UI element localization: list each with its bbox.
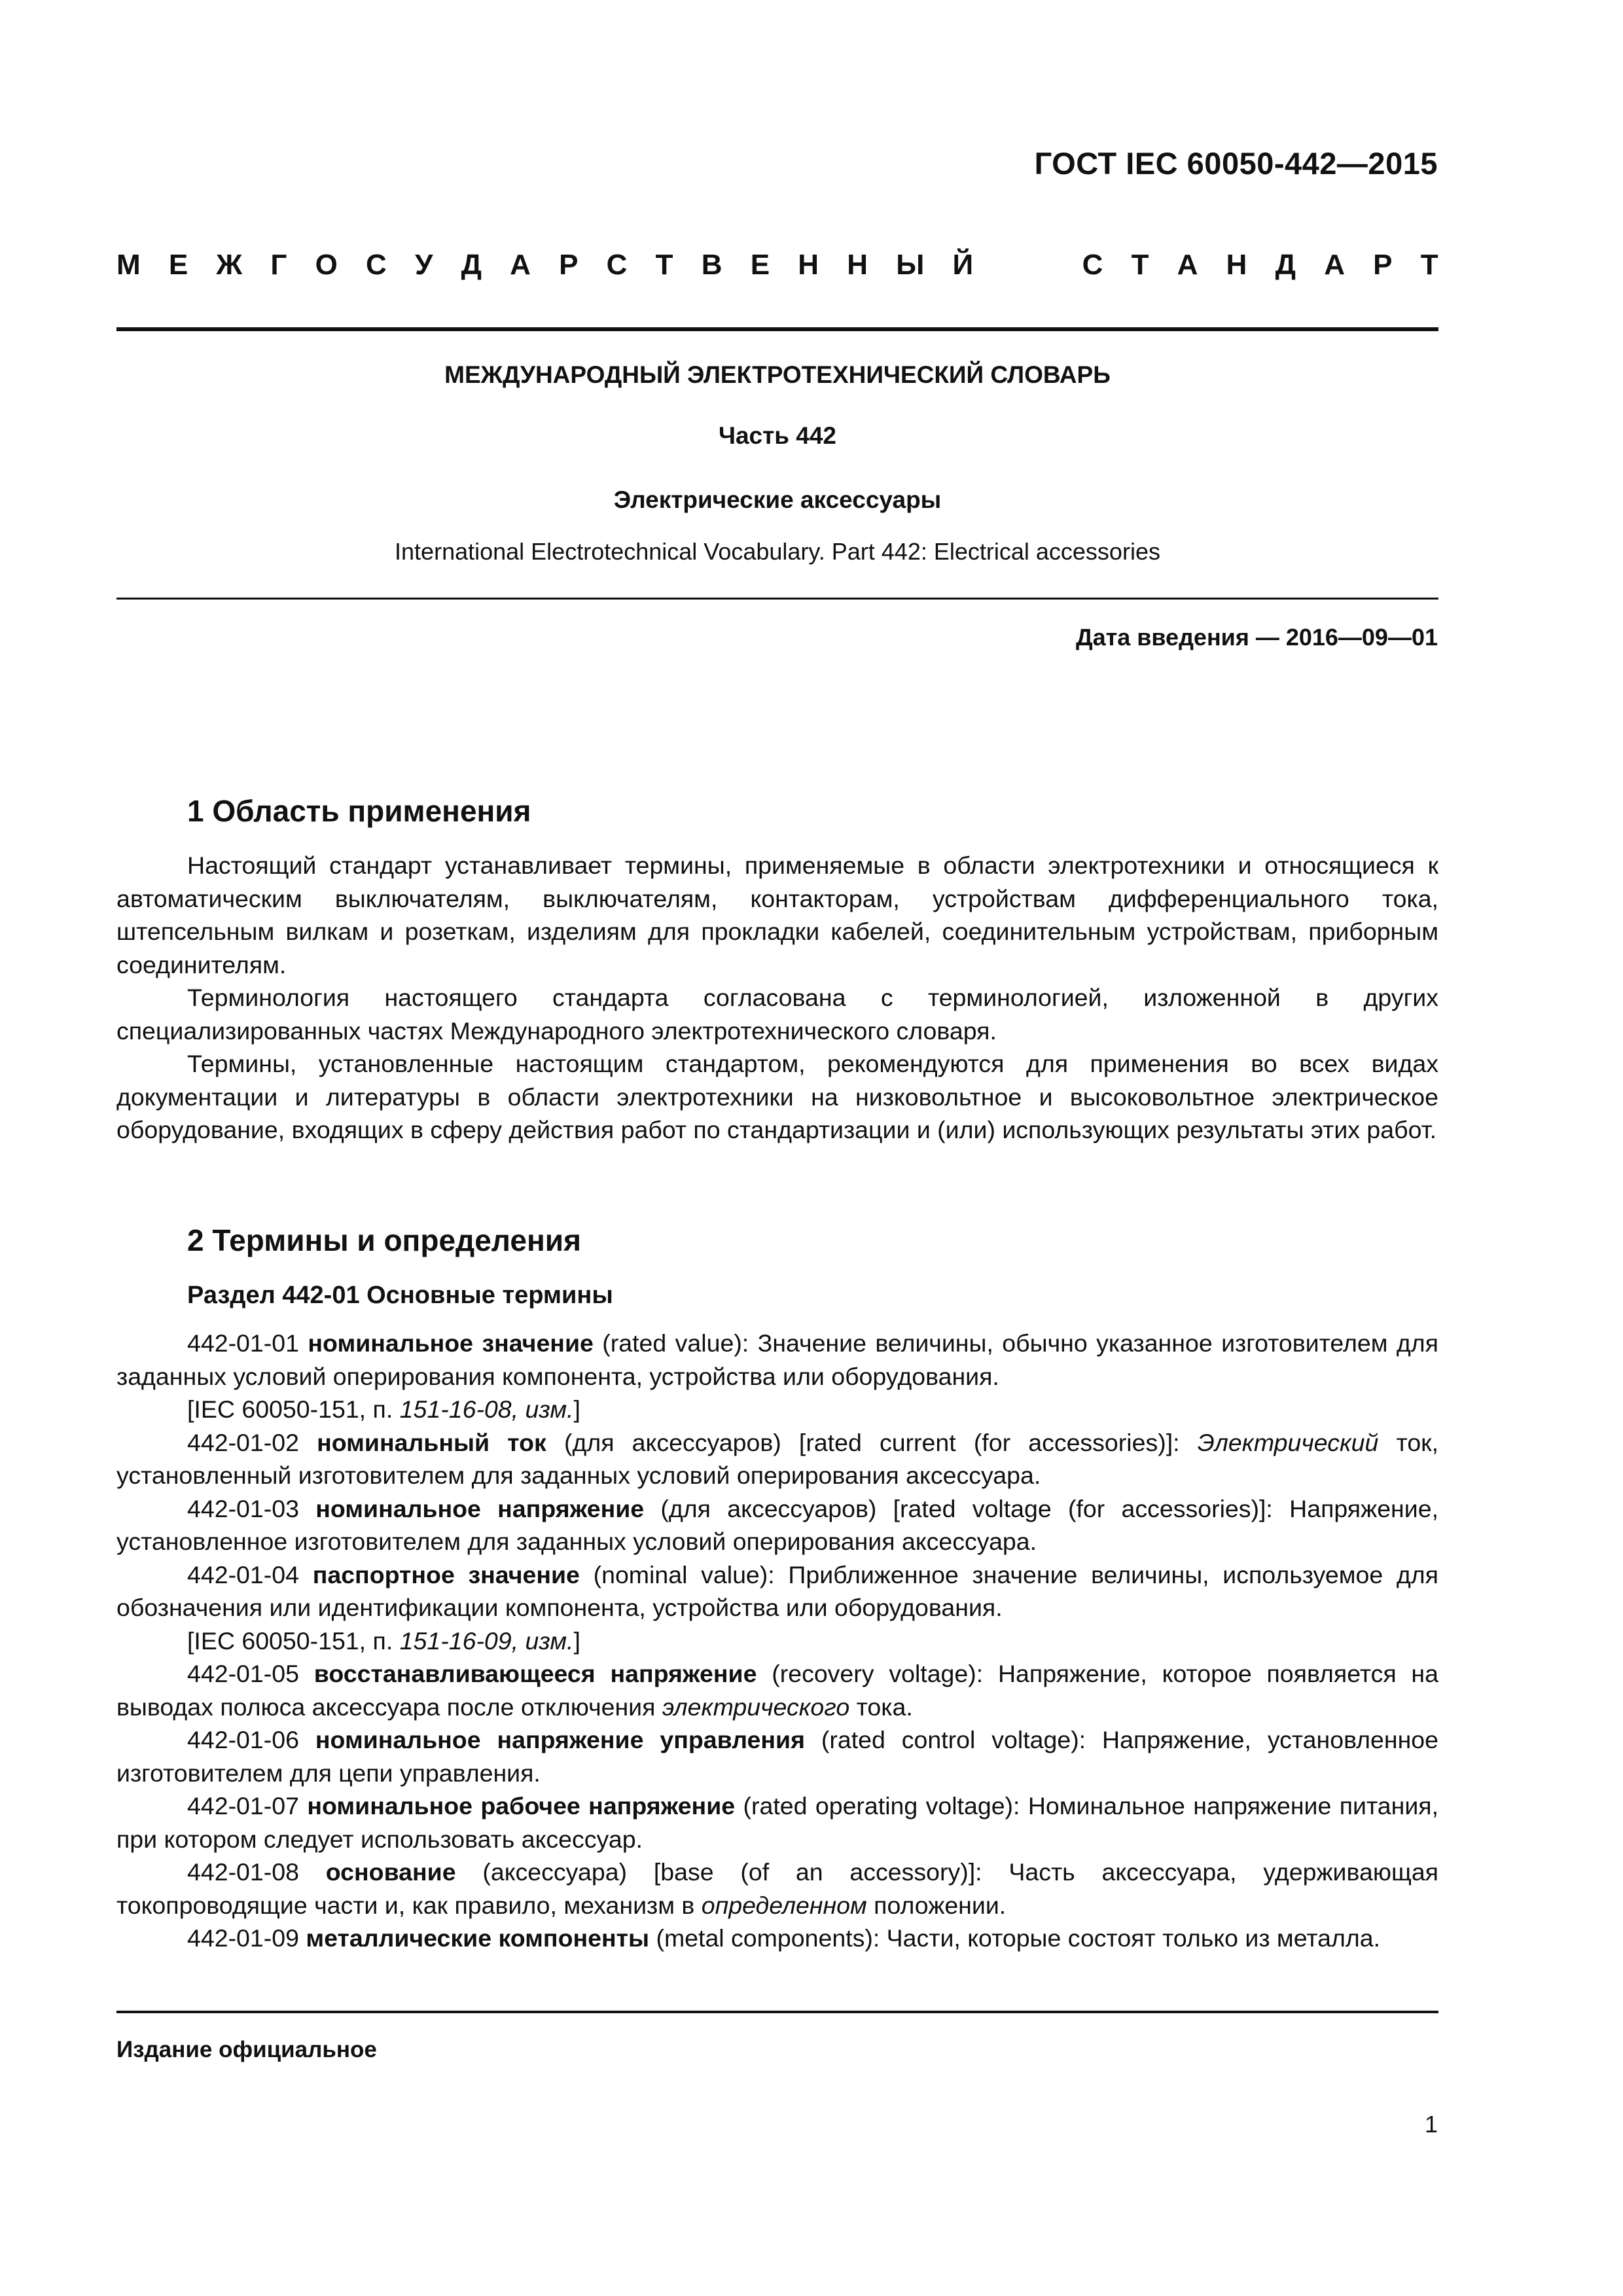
term-code: 442-01-06 xyxy=(187,1726,299,1753)
term-definition: (rated value): Значение величины, обычно указанное изготовителем для заданных условий оперирования компонента, устройства или оборудования. xyxy=(116,1329,1438,1390)
term-name: номинальное значение xyxy=(308,1329,594,1357)
standard-type-letter: Г xyxy=(270,249,287,281)
standard-type-letter: О xyxy=(315,249,338,281)
term-code: 442-01-09 xyxy=(187,1924,299,1952)
document-number: ГОСТ IEC 60050-442—2015 xyxy=(1034,146,1438,181)
standard-type-letter: Й xyxy=(952,249,974,281)
term-entry xyxy=(116,1922,1438,1955)
term-definition xyxy=(393,1395,399,1423)
standard-type-letter: Н xyxy=(1226,249,1247,281)
standard-type-letter: Ы xyxy=(896,249,925,281)
standard-type-letter: С xyxy=(1082,249,1103,281)
reference-clause: 151-16-09, изм. xyxy=(399,1626,574,1655)
term-definition-end: положении. xyxy=(866,1891,1007,1919)
term-entry xyxy=(116,1856,1438,1922)
term-code: 442-01-07 xyxy=(187,1792,299,1820)
term-emphasis: определенном xyxy=(701,1891,867,1919)
term-name: номинальное рабочее напряжение xyxy=(307,1792,736,1820)
term-definition: (rated control voltage): Напряжение, установленное изготовителем для цепи управления. xyxy=(116,1726,1438,1787)
title-divider xyxy=(116,598,1438,600)
standard-type-letter: Т xyxy=(655,249,673,281)
term-definition-end: ток, установленный изготовителем для заданных условий оперирования аксессуара. xyxy=(116,1428,1438,1489)
term-name: восстанавливающееся напряжение xyxy=(313,1660,757,1687)
standard-type-letter: С xyxy=(606,249,628,281)
standard-type-line xyxy=(116,249,1438,281)
term-code: 442-01-01 xyxy=(187,1329,299,1357)
word-gap xyxy=(1001,249,1054,281)
term-code: 442-01-08 xyxy=(187,1858,299,1886)
official-edition-label: Издание официальное xyxy=(116,2037,377,2062)
footer-divider xyxy=(116,2011,1438,2013)
term-definition: (rated operating voltage): Номинальное напряжение питания, при котором следует использовать аксессуар. xyxy=(116,1792,1438,1853)
term-definition: (metal components): Части, которые состоят только из металла. xyxy=(649,1924,1380,1952)
page-number: 1 xyxy=(1424,2111,1438,2138)
standard-type-letter: А xyxy=(1177,249,1198,281)
standard-type-letter: Е xyxy=(168,249,188,281)
term-entry xyxy=(116,1558,1438,1624)
term-entry xyxy=(116,1426,1438,1492)
reference-clause: 151-16-08, изм. xyxy=(399,1395,574,1423)
document-part: Часть 442 xyxy=(718,422,837,449)
paragraph: Термины, установленные настоящим стандартом, рекомендуются для применения во всех видах документации и литературы в области электротехники на низковольтное и высоковольтное электрическое оборудование, входящих в сферу действия работ по стандартизации и (или) использующих результаты этих работ. xyxy=(116,1050,1438,1143)
term-entry xyxy=(116,1492,1438,1558)
standard-type-letter: Ж xyxy=(216,249,243,281)
document-subtitle: Электрические аксессуары xyxy=(613,486,942,513)
paragraph: Терминология настоящего стандарта согласована с терминологией, изложенной в других специализированных частях Международного электротехнического словаря. xyxy=(116,984,1438,1045)
term-reference xyxy=(116,1393,1438,1426)
term-name: номинальный ток xyxy=(317,1428,546,1456)
term-code: 442-01-03 xyxy=(187,1494,299,1522)
standard-type-letter: Е xyxy=(750,249,770,281)
term-name: металлические компоненты xyxy=(306,1924,650,1952)
standard-type-letter: У xyxy=(414,249,433,281)
standard-type-letter: Н xyxy=(798,249,819,281)
reference-source: [IEC 60050-151, п. xyxy=(187,1395,393,1423)
reference-end: ] xyxy=(573,1395,580,1423)
standard-type-letter: Р xyxy=(1373,249,1393,281)
term-definition xyxy=(393,1627,399,1655)
term-entry xyxy=(116,1723,1438,1789)
term-name: номинальное напряжение xyxy=(315,1494,645,1522)
term-entry xyxy=(116,1789,1438,1856)
paragraph: Настоящий стандарт устанавливает термины, применяемые в области электротехники и относящиеся к автоматическим выключателям, выключателям, контакторам, устройствам дифференциального тока, штепсельным вилкам и розеткам, изделиям для прокладки кабелей, соединительным устройствам, приборным соединителям. xyxy=(116,852,1438,978)
section-heading-terms: 2 Термины и определения xyxy=(187,1223,581,1257)
term-name: основание xyxy=(325,1858,456,1886)
term-definition: (аксессуара) [base (of an accessory)]: Часть аксессуара, удерживающая токопроводящие части и, как правило, механизм в xyxy=(116,1858,1438,1919)
document-title: МЕЖДУНАРОДНЫЙ ЭЛЕКТРОТЕХНИЧЕСКИЙ СЛОВАРЬ xyxy=(444,361,1111,388)
term-entry xyxy=(116,1657,1438,1723)
reference-end: ] xyxy=(573,1626,580,1655)
subsection-heading: Раздел 442-01 Основные термины xyxy=(187,1282,613,1309)
term-code: 442-01-05 xyxy=(187,1660,299,1687)
term-code: 442-01-02 xyxy=(187,1428,299,1456)
standard-type-letter: В xyxy=(701,249,722,281)
term-definition-end: тока. xyxy=(849,1693,913,1721)
term-definition: (recovery voltage): Напряжение, которое появляется на выводах полюса аксессуара после отключения xyxy=(116,1660,1438,1721)
standard-type-letter: А xyxy=(510,249,531,281)
terms-list xyxy=(116,1327,1438,1955)
standard-type-letter: Д xyxy=(461,249,482,281)
term-definition: (для аксессуаров) [rated voltage (for accessories)]: Напряжение, установленное изготовителем для заданных условий оперирования аксессуара. xyxy=(116,1494,1438,1555)
standard-type-letter: А xyxy=(1324,249,1345,281)
reference-source: [IEC 60050-151, п. xyxy=(187,1626,393,1655)
standard-type-letter: С xyxy=(366,249,387,281)
term-name: паспортное значение xyxy=(312,1560,580,1588)
introduction-date: Дата введения — 2016—09—01 xyxy=(1075,624,1438,651)
term-reference xyxy=(116,1624,1438,1658)
term-code: 442-01-04 xyxy=(187,1560,299,1588)
document-title-english: International Electrotechnical Vocabulary. Part 442: Electrical accessories xyxy=(395,538,1160,565)
term-definition: (для аксессуаров) [rated current (for accessories)]: xyxy=(546,1428,1198,1456)
header-divider xyxy=(116,327,1438,331)
standard-type-letter: М xyxy=(116,249,141,281)
standard-type-letter: Д xyxy=(1275,249,1296,281)
standard-type-letter: Т xyxy=(1420,249,1438,281)
scope-text xyxy=(116,849,1438,1147)
standard-type-letter: Н xyxy=(847,249,868,281)
term-name: номинальное напряжение управления xyxy=(315,1726,805,1753)
section-heading-scope: 1 Область применения xyxy=(187,794,531,828)
standard-type-letter: Т xyxy=(1131,249,1149,281)
standard-type-letter: Р xyxy=(559,249,579,281)
term-emphasis: Электрический xyxy=(1197,1428,1379,1456)
term-emphasis: электрического xyxy=(662,1693,850,1721)
term-entry xyxy=(116,1327,1438,1393)
term-definition: (nominal value): Приближенное значение величины, используемое для обозначения или идентификации компонента, устройства или оборудования. xyxy=(116,1560,1438,1621)
